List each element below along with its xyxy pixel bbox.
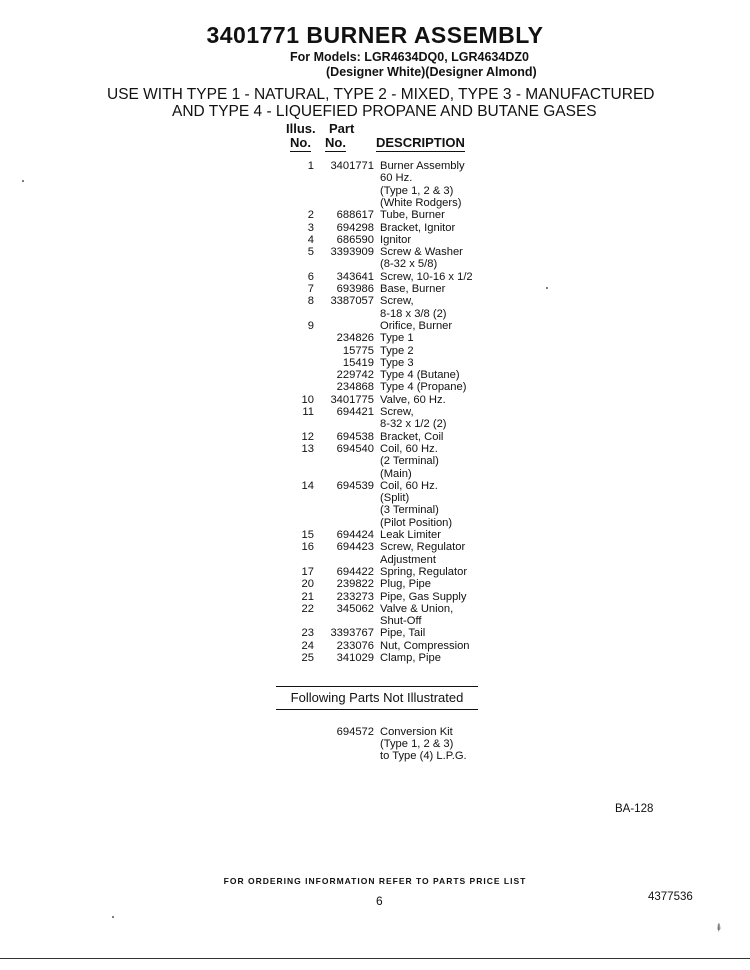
part-number: 345062 (336, 602, 374, 615)
illus-number: 5 (307, 246, 314, 259)
part-number: 3401775 (330, 393, 374, 406)
part-description: Orifice, Burner (380, 319, 453, 332)
ba-code: BA-128 (615, 803, 654, 815)
part-number: 688617 (336, 209, 374, 222)
parts-row (270, 480, 530, 492)
parts-row (270, 197, 530, 209)
illus-number: 25 (301, 652, 314, 664)
part-description: Type 4 (Propane) (380, 381, 467, 394)
not-illustrated-heading: Following Parts Not Illustrated (290, 690, 464, 705)
part-description: Screw, Regulator (380, 541, 466, 554)
part-number: 15419 (342, 356, 374, 369)
illus-number: 6 (307, 270, 314, 283)
part-number: 694422 (336, 565, 374, 578)
page-title: 3401771 BURNER ASSEMBLY (206, 22, 544, 48)
scan-speck (112, 916, 114, 918)
parts-row (270, 295, 530, 307)
parts-row (270, 381, 530, 393)
illus-number: 1 (307, 160, 314, 172)
illus-header-bottom: No. (290, 135, 311, 150)
parts-row (270, 529, 530, 541)
parts-row (270, 504, 530, 516)
ordering-note: FOR ORDERING INFORMATION REFER TO PARTS PRICE LIST (223, 876, 527, 886)
part-description: Spring, Regulator (380, 565, 468, 578)
part-description: Burner Assembly (380, 160, 465, 172)
page-number: 6 (376, 894, 383, 908)
parts-row (270, 234, 530, 246)
part-description: 8-32 x 1/2 (2) (380, 418, 447, 431)
part-number: 234868 (336, 381, 374, 394)
part-number: 3387057 (330, 295, 374, 308)
part-description: (White Rodgers) (380, 196, 462, 209)
part-description: (2 Terminal) (380, 455, 439, 468)
part-number: 686590 (336, 233, 374, 246)
parts-row (270, 554, 530, 566)
illus-number: 9 (307, 319, 314, 332)
parts-row (270, 345, 530, 357)
part-number: 3393909 (330, 246, 374, 259)
part-description: Screw, (380, 295, 414, 308)
part-number: 694538 (336, 430, 374, 443)
part-description: Coil, 60 Hz. (380, 479, 438, 492)
part-description: 8-18 x 3/8 (2) (380, 307, 447, 320)
parts-row (270, 578, 530, 590)
part-number: 3401771 (330, 160, 374, 172)
document-number: 4377536 (648, 891, 693, 903)
models-line: For Models: LGR4634DQ0, LGR4634DZ0 (290, 50, 529, 64)
parts-row (270, 431, 530, 443)
part-header-top: Part (329, 121, 355, 136)
scan-mark: ⸙ (711, 918, 727, 936)
conversion-kit-desc-3: to Type (4) L.P.G. (380, 750, 467, 762)
part-description: Type 4 (Butane) (380, 369, 460, 382)
illus-number: 3 (307, 221, 314, 234)
parts-row (270, 652, 530, 664)
parts-row (270, 357, 530, 369)
part-description: Pipe, Tail (380, 627, 426, 640)
part-number: 341029 (336, 652, 374, 664)
illus-number: 13 (301, 442, 314, 455)
part-description: Screw, 10-16 x 1/2 (380, 270, 473, 283)
parts-row (270, 640, 530, 652)
illus-number: 4 (307, 233, 314, 246)
parts-row (270, 517, 530, 529)
conversion-kit-desc-2: (Type 1, 2 & 3) (380, 738, 454, 750)
part-number: 3393767 (330, 627, 374, 640)
illus-number: 11 (302, 406, 314, 418)
part-description: (3 Terminal) (380, 504, 439, 517)
parts-row (270, 566, 530, 578)
part-description: Valve, 60 Hz. (380, 393, 446, 406)
part-number: 234826 (336, 332, 374, 345)
part-number: 694423 (336, 541, 374, 554)
part-description: Tube, Burner (380, 209, 445, 222)
parts-row (270, 308, 530, 320)
bottom-rule (0, 958, 750, 959)
gas-types-line-1: USE WITH TYPE 1 - NATURAL, TYPE 2 - MIXED, TYPE 3 - MANUFACTURED (107, 86, 655, 103)
gas-types-line-2: AND TYPE 4 - LIQUEFIED PROPANE AND BUTANE GASES (172, 103, 597, 120)
part-description: Coil, 60 Hz. (380, 442, 438, 455)
parts-row (270, 591, 530, 603)
part-description: (8-32 x 5/8) (380, 258, 438, 271)
part-description: Valve & Union, (380, 602, 454, 615)
part-description: (Split) (380, 492, 410, 505)
parts-row (270, 222, 530, 234)
part-description: Pipe, Gas Supply (380, 590, 467, 603)
illus-number: 22 (301, 602, 314, 615)
part-description: Bracket, Ignitor (380, 221, 456, 234)
designer-line: (Designer White)(Designer Almond) (326, 65, 537, 79)
parts-row (270, 418, 530, 430)
illus-number: 12 (301, 430, 314, 443)
conversion-kit-part-no: 694572 (336, 726, 374, 738)
part-number: 239822 (336, 578, 374, 591)
parts-row (270, 541, 530, 553)
illus-header-top: Illus. (286, 121, 316, 136)
parts-row (270, 209, 530, 221)
part-header-bottom: No. (325, 135, 346, 150)
part-description: (Pilot Position) (380, 516, 453, 529)
part-number: 694298 (336, 221, 374, 234)
part-description: Plug, Pipe (380, 578, 431, 591)
parts-row (270, 492, 530, 504)
part-number: 233076 (336, 639, 374, 652)
parts-row (270, 603, 530, 615)
part-description: Screw, (380, 406, 414, 418)
part-description: Type 2 (380, 344, 414, 357)
illus-number: 16 (301, 541, 314, 554)
illus-number: 14 (301, 479, 314, 492)
part-number: 693986 (336, 283, 374, 295)
parts-row (270, 627, 530, 639)
illus-number: 20 (301, 578, 314, 591)
part-number: 694421 (336, 406, 374, 418)
illus-number: 7 (307, 283, 314, 295)
illus-number: 15 (301, 529, 314, 541)
part-number: 229742 (336, 369, 374, 382)
illus-number: 24 (301, 639, 314, 652)
part-description: Adjustment (380, 553, 436, 566)
illus-number: 23 (301, 627, 314, 640)
parts-row (270, 172, 530, 184)
part-number: 694540 (336, 442, 374, 455)
part-number: 15775 (342, 344, 374, 357)
illus-number: 17 (301, 565, 314, 578)
part-number: 694539 (336, 479, 374, 492)
part-description: (Main) (380, 467, 412, 480)
part-description: Bracket, Coil (380, 430, 444, 443)
part-number: 694424 (336, 529, 374, 541)
part-description: (Type 1, 2 & 3) (380, 184, 454, 197)
part-description: Shut-Off (380, 615, 422, 628)
parts-row (270, 468, 530, 480)
description-header: DESCRIPTION (376, 135, 465, 150)
parts-row (270, 283, 530, 295)
parts-row (270, 332, 530, 344)
part-description: Base, Burner (380, 283, 446, 295)
parts-row (270, 271, 530, 283)
part-description: Ignitor (380, 233, 412, 246)
illus-number: 21 (301, 590, 314, 603)
parts-row (270, 160, 530, 172)
illus-number: 10 (301, 393, 314, 406)
parts-row (270, 443, 530, 455)
part-description: Screw & Washer (380, 246, 463, 259)
scan-speck (546, 287, 548, 289)
illus-number: 8 (307, 295, 314, 308)
part-description: Nut, Compression (380, 639, 470, 652)
part-description: 60 Hz. (380, 172, 413, 185)
parts-row (270, 369, 530, 381)
parts-row (270, 320, 530, 332)
parts-row (270, 394, 530, 406)
conversion-kit-desc-1: Conversion Kit (380, 726, 453, 738)
parts-row (270, 246, 530, 258)
parts-row (270, 455, 530, 467)
part-number: 343641 (336, 270, 374, 283)
parts-row (270, 258, 530, 270)
part-description: Leak Limiter (380, 529, 441, 541)
part-description: Type 3 (380, 356, 414, 369)
scan-speck (22, 180, 24, 182)
part-description: Type 1 (380, 332, 414, 345)
parts-row (270, 185, 530, 197)
illus-number: 2 (307, 209, 314, 222)
part-number: 233273 (336, 590, 374, 603)
part-description: Clamp, Pipe (380, 652, 441, 664)
parts-row (270, 406, 530, 418)
parts-row (270, 615, 530, 627)
